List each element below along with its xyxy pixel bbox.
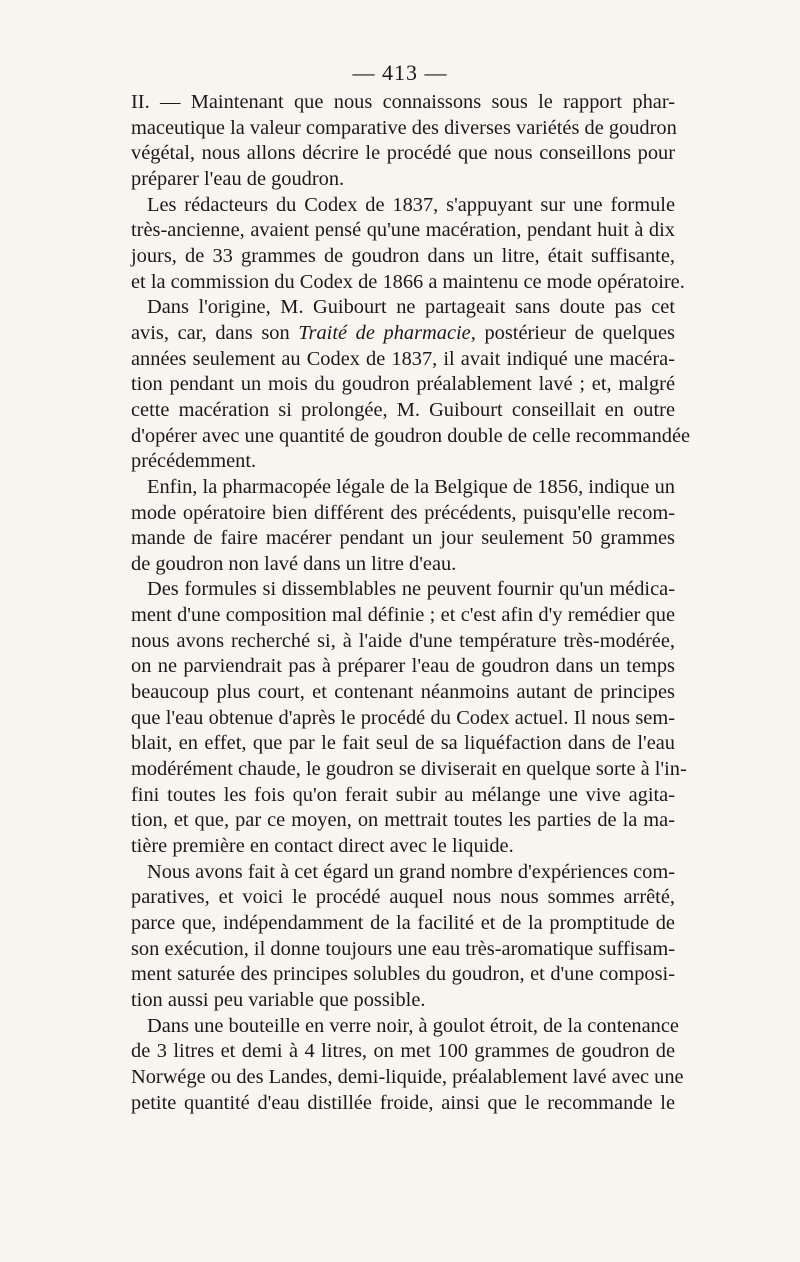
page-number: — 413 — (352, 60, 448, 85)
text-line: cette macération si prolongée, M. Guibourt conseillait en outre (131, 398, 675, 421)
book-title-italic: Traité de pharmacie, (298, 321, 476, 344)
text-line: modérément chaude, le goudron se diviserait en quelque sorte à l'in- (131, 758, 687, 781)
text-line: Dans une bouteille en verre noir, à goulot étroit, de la contenance (147, 1014, 679, 1037)
text-line: paratives, et voici le procédé auquel nous nous sommes arrêté, (131, 886, 675, 909)
text-line: ment d'une composition mal définie ; et c'est afin d'y remédier que (131, 604, 675, 627)
paragraph-3 (131, 295, 691, 475)
text-line: Norwége ou des Landes, demi-liquide, préalablement lavé avec une (131, 1065, 684, 1088)
text-segment: avis, car, dans son (131, 321, 290, 344)
text-line: maceutique la valeur comparative des diverses variétés de goudron (131, 116, 677, 139)
text-line: blait, en effet, que par le fait seul de sa liquéfaction dans de l'eau (131, 732, 675, 755)
text-line: beaucoup plus court, et contenant néanmoins autant de principes (131, 681, 675, 704)
text-line: très-ancienne, avaient pensé qu'une macération, pendant huit à dix (131, 219, 675, 242)
text-line: Dans l'origine, M. Guibourt ne partageait sans doute pas cet (147, 296, 675, 319)
text-line: jours, de 33 grammes de goudron dans un litre, était suffisante, (131, 244, 675, 267)
text-line: de goudron non lavé dans un litre d'eau. (131, 552, 457, 575)
text-line: de 3 litres et demi à 4 litres, on met 100 grammes de goudron de (131, 1040, 675, 1063)
text-line: nous avons recherché si, à l'aide d'une température très-modérée, (131, 629, 675, 652)
text-line: Enfin, la pharmacopée légale de la Belgique de 1856, indique un (147, 475, 675, 498)
text-line: Nous avons fait à cet égard un grand nombre d'expériences com- (147, 860, 675, 883)
paragraph-7 (131, 1014, 684, 1117)
text-line: II. — Maintenant que nous connaissons sous le rapport phar- (131, 91, 675, 113)
text-line: précédemment. (131, 450, 257, 473)
text-line: végétal, nous allons décrire le procédé que nous conseillons pour (131, 142, 675, 165)
paragraph-6 (131, 860, 675, 1014)
text-line: années seulement au Codex de 1837, il avait indiqué une macéra- (131, 347, 675, 370)
body-text (131, 90, 691, 1116)
text-line: parce que, indépendamment de la facilité et de la promptitude de (131, 912, 675, 934)
text-line: tion pendant un mois du goudron préalablement lavé ; et, malgré (131, 373, 675, 396)
text-line: Des formules si dissemblables ne peuvent fournir qu'un médica- (147, 578, 675, 601)
text-line: petite quantité d'eau distillée froide, ainsi que le recommande le (131, 1091, 675, 1114)
text-line: ment saturée des principes solubles du goudron, et d'une composi- (131, 963, 675, 986)
paragraph-5 (131, 577, 687, 859)
text-line: fini toutes les fois qu'on ferait subir au mélange une vive agita- (131, 783, 675, 806)
text-line: mode opératoire bien différent des précédents, puisqu'elle recom- (131, 501, 675, 524)
text-line: Les rédacteurs du Codex de 1837, s'appuyant sur une formule (147, 193, 675, 216)
text-line-mixed (131, 321, 675, 347)
text-line: et la commission du Codex de 1866 a maintenu ce mode opératoire. (131, 270, 685, 293)
text-line: d'opérer avec une quantité de goudron double de celle recommandée (131, 424, 691, 447)
text-line: tière première en contact direct avec le liquide. (131, 835, 514, 858)
paragraph-4 (131, 475, 675, 578)
text-line: mande de faire macérer pendant un jour seulement 50 grammes (131, 527, 675, 550)
text-line: que l'eau obtenue d'après le procédé du Codex actuel. Il nous sem- (131, 706, 675, 729)
paragraph-1 (131, 90, 675, 193)
text-line: tion aussi peu variable que possible. (131, 988, 426, 1011)
text-segment: postérieur de quelques (484, 321, 675, 344)
text-line: on ne parviendrait pas à préparer l'eau de goudron dans un temps (131, 655, 675, 678)
text-line: préparer l'eau de goudron. (131, 167, 345, 190)
paragraph-2 (131, 193, 685, 296)
text-line: tion, et que, par ce moyen, on mettrait toutes les parties de la ma- (131, 809, 675, 832)
text-line: son exécution, il donne toujours une eau très-aromatique suffisam- (131, 937, 675, 960)
